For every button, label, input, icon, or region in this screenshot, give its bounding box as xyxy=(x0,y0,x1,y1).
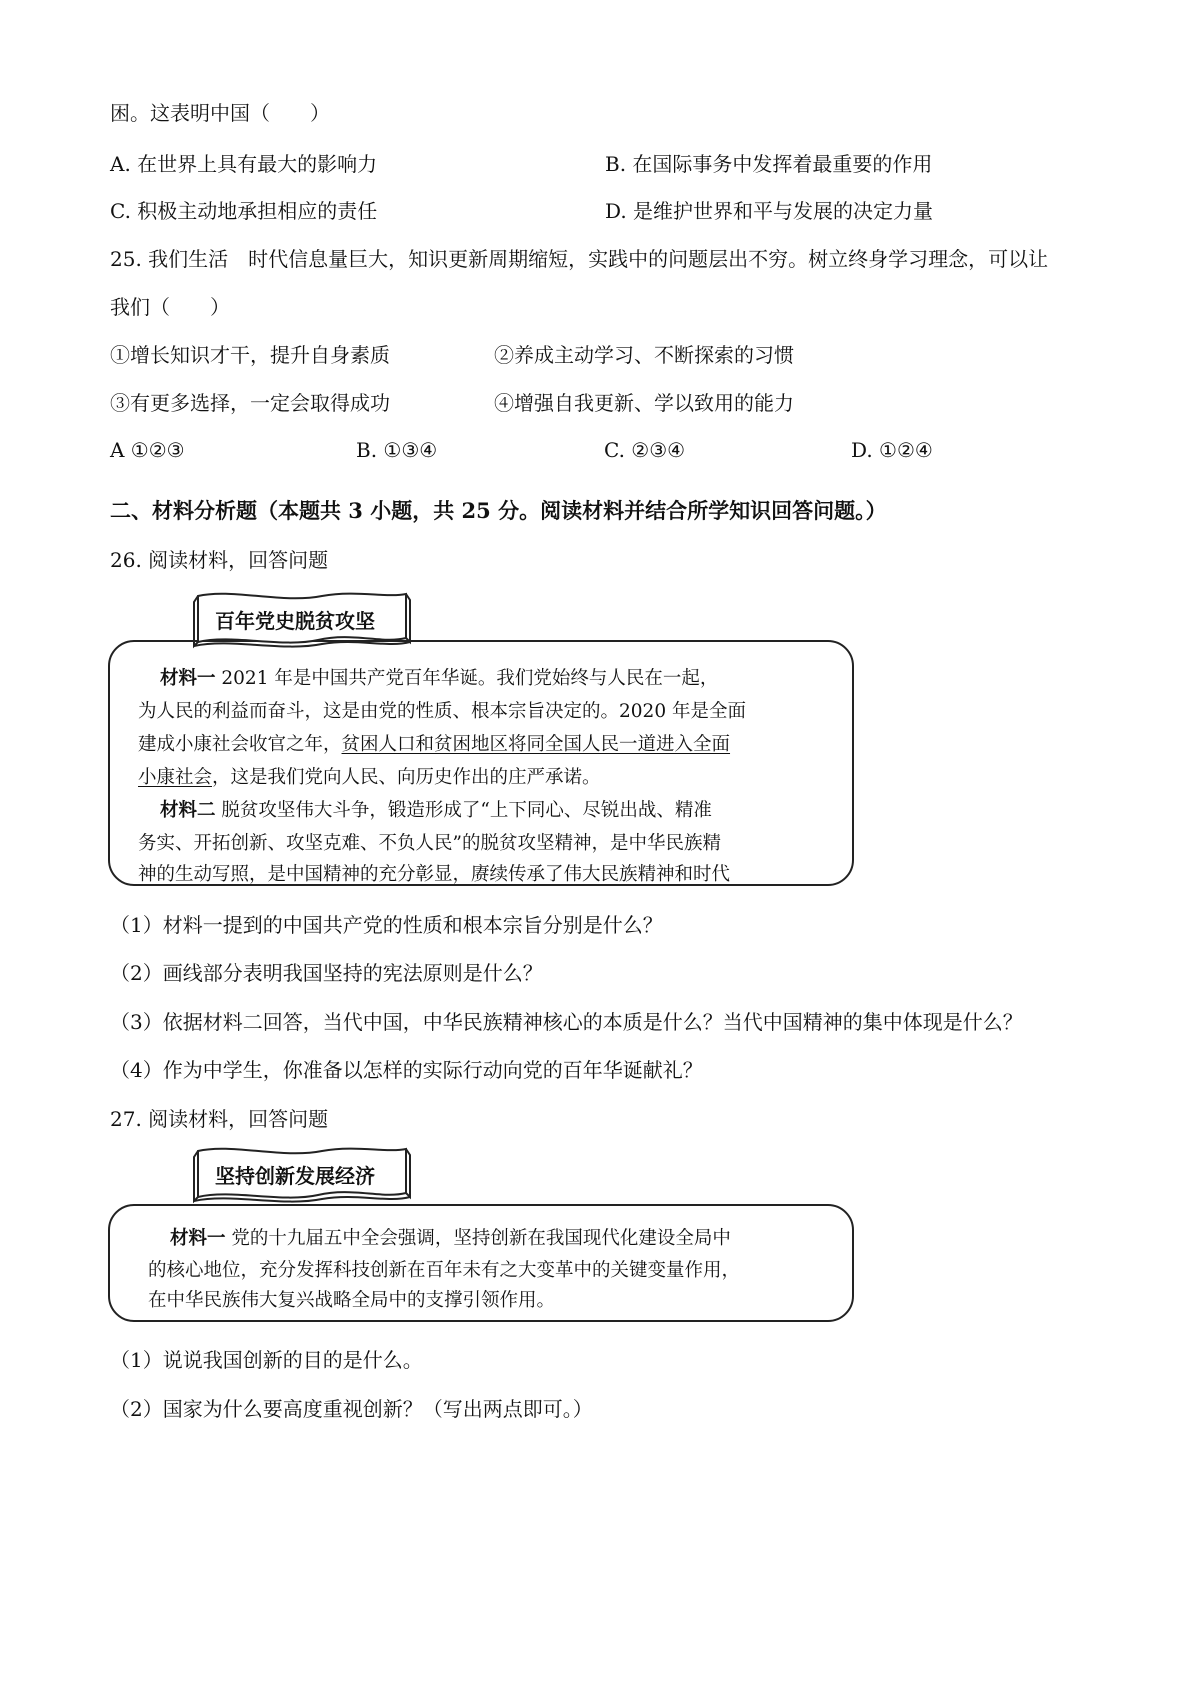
q26-m1-line3a: 建成小康社会收官之年， xyxy=(138,734,342,755)
section-2-heading: 二、材料分析题（本题共 3 小题，共 25 分。阅读材料并结合所学知识回答问题。） xyxy=(110,498,887,523)
q26-m2-line3: 神的生动写照，是中国精神的充分彰显，赓续传承了伟大民族精神和时代 xyxy=(138,864,731,885)
q27-m1-line3: 在中华民族伟大复兴战略全局中的支撑引领作用。 xyxy=(148,1290,556,1311)
q26-banner xyxy=(192,588,412,658)
q26-question-3: （3）依据材料二回答，当代中国，中华民族精神核心的本质是什么？当代中国精神的集中体现是什么？ xyxy=(110,1010,1023,1034)
q24-option-d: D. 是维护世界和平与发展的决定力量 xyxy=(605,199,934,223)
q24-stem-tail: 困。这表明中国（ ） xyxy=(110,101,330,125)
q26-question-4: （4）作为中学生，你准备以怎样的实际行动向党的百年华诞献礼？ xyxy=(110,1058,703,1082)
q26-m1-line2: 为人民的利益而奋斗，这是由党的性质、根本宗旨决定的。2020 年是全面 xyxy=(138,701,746,722)
q25-option-a: A ①②③ xyxy=(110,438,185,462)
q24-option-b: B. 在国际事务中发挥着最重要的作用 xyxy=(605,152,933,176)
q26-m1-label: 材料一 xyxy=(160,668,216,689)
q27-banner-title: 坚持创新发展经济 xyxy=(215,1164,375,1188)
q25-stem-line2: 我们（ ） xyxy=(110,295,230,319)
q27-material-box xyxy=(108,1204,854,1322)
q26-question-1: （1）材料一提到的中国共产党的性质和根本宗旨分别是什么？ xyxy=(110,913,663,937)
q26-question-2: （2）画线部分表明我国坚持的宪法原则是什么？ xyxy=(110,961,543,985)
q25-option-c: C. ②③④ xyxy=(604,438,686,462)
q26-m1-line4b: ，这是我们党向人民、向历史作出的庄严承诺。 xyxy=(212,767,601,788)
q26-m2-line1: 脱贫攻坚伟大斗争，锻造形成了“上下同心、尽锐出战、精准 xyxy=(215,800,712,821)
q27-banner xyxy=(192,1143,412,1213)
q27-m1-line1: 党的十九届五中全会强调，坚持创新在我国现代化建设全局中 xyxy=(225,1228,731,1249)
q26-m1-line1: 2021 年是中国共产党百年华诞。我们党始终与人民在一起， xyxy=(215,668,719,689)
q25-item-2: ②养成主动学习、不断探索的习惯 xyxy=(494,343,794,367)
q25-item-3: ③有更多选择，一定会取得成功 xyxy=(110,391,390,415)
q27-stem: 27. 阅读材料，回答问题 xyxy=(110,1107,329,1131)
q25-item-1: ①增长知识才干，提升自身素质 xyxy=(110,343,390,367)
q24-option-a: A. 在世界上具有最大的影响力 xyxy=(110,152,378,176)
q25-stem-line1: 25. 我们生活 时代信息量巨大，知识更新周期缩短，实践中的问题层出不穷。树立终身学习理念，可以让 xyxy=(110,247,1049,271)
q25-option-b: B. ①③④ xyxy=(356,438,438,462)
q27-question-2: （2）国家为什么要高度重视创新？（写出两点即可。） xyxy=(110,1397,593,1421)
q26-m2-label: 材料二 xyxy=(160,800,216,821)
q27-question-1: （1）说说我国创新的目的是什么。 xyxy=(110,1348,423,1372)
q26-banner-title: 百年党史脱贫攻坚 xyxy=(215,609,375,633)
q26-underlined-text-b: 小康社会 xyxy=(138,767,213,788)
q26-underlined-text-a: 贫困人口和贫困地区将同全国人民一道进入全面 xyxy=(341,734,731,755)
q26-stem: 26. 阅读材料，回答问题 xyxy=(110,548,329,572)
q25-option-d: D. ①②④ xyxy=(851,438,933,462)
q26-m2-line2: 务实、开拓创新、攻坚克难、不负人民”的脱贫攻坚精神，是中华民族精 xyxy=(138,833,721,854)
q24-option-c: C. 积极主动地承担相应的责任 xyxy=(110,199,378,223)
q25-item-4: ④增强自我更新、学以致用的能力 xyxy=(494,391,794,415)
q26-material-box xyxy=(108,640,854,886)
q27-m1-line2: 的核心地位，充分发挥科技创新在百年未有之大变革中的关键变量作用， xyxy=(148,1260,741,1281)
q27-m1-label: 材料一 xyxy=(170,1228,226,1249)
